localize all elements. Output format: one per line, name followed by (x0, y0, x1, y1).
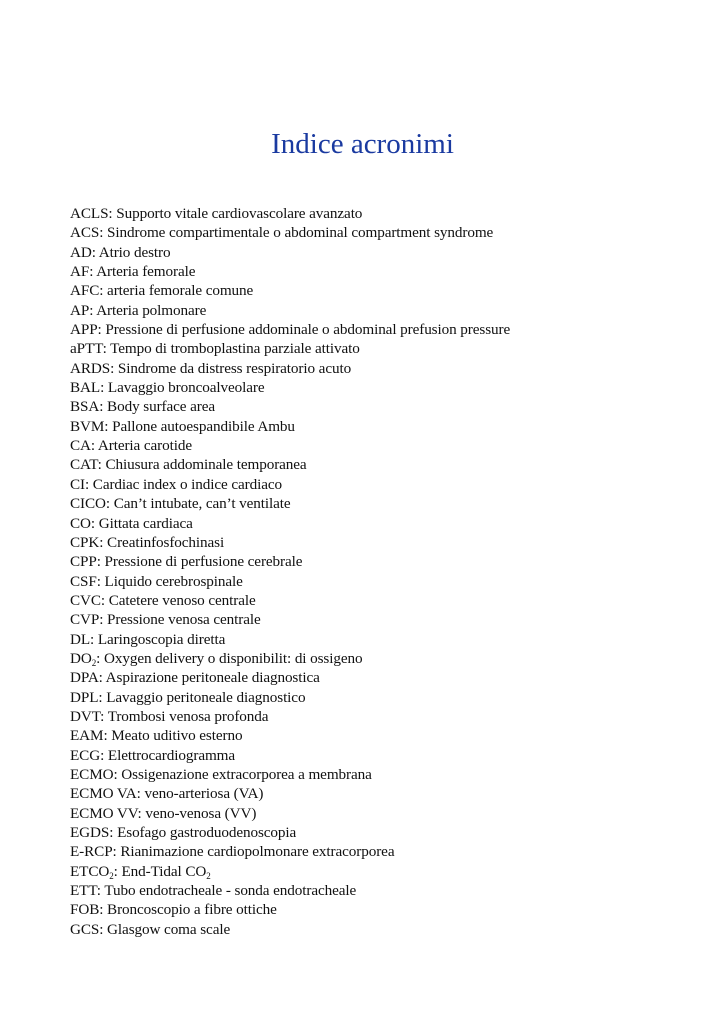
acronym-text: DO (70, 649, 92, 667)
acronym-entry: CSF: Liquido cerebrospinale (70, 572, 243, 590)
acronym-entry: APP: Pressione di perfusione addominale o abdominal prefusion pressure (70, 321, 511, 339)
acronym-entry: DPA: Aspirazione peritoneale diagnostica (70, 669, 320, 687)
acronym-entry: CAT: Chiusura addominale temporanea (70, 456, 307, 474)
acronym-entry: FOB: Broncoscopio a fibre ottiche (70, 901, 277, 919)
acronym-entry: CA: Arteria carotide (70, 437, 192, 455)
acronym-entry: BAL: Lavaggio broncoalveolare (70, 379, 265, 397)
acronym-entry: CO: Gittata cardiaca (70, 514, 193, 532)
acronym-entry: DVT: Trombosi venosa profonda (70, 707, 269, 725)
acronym-entry: BSA: Body surface area (70, 398, 215, 416)
acronym-entry: CPP: Pressione di perfusione cerebrale (70, 553, 303, 571)
acronym-entry: ETT: Tubo endotracheale - sonda endotracheale (70, 882, 357, 900)
acronym-definition: : End-Tidal CO (113, 862, 207, 880)
acronym-entry: AP: Arteria polmonare (70, 301, 207, 319)
acronym-entry: ACS: Sindrome compartimentale o abdominal compartment syndrome (70, 224, 494, 242)
acronym-entry: ARDS: Sindrome da distress respiratorio acuto (70, 359, 352, 377)
subscript: 2 (109, 870, 114, 881)
acronym-entry: ECMO VA: veno-arteriosa (VA) (70, 785, 264, 803)
acronym-entry: CVC: Catetere venoso centrale (70, 591, 256, 609)
acronym-entry: GCS: Glasgow coma scale (70, 920, 231, 938)
acronym-entry: AF: Arteria femorale (70, 263, 196, 281)
acronym-entry: DPL: Lavaggio peritoneale diagnostico (70, 688, 306, 706)
acronym-entry: AD: Atrio destro (70, 243, 171, 261)
acronym-entry (70, 862, 690, 881)
subscript: 2 (206, 870, 211, 881)
acronym-entry (70, 649, 690, 668)
acronym-entry: ACLS: Supporto vitale cardiovascolare avanzato (70, 205, 363, 222)
acronym-entry: BVM: Pallone autoespandibile Ambu (70, 417, 295, 435)
acronym-entry: DL: Laringoscopia diretta (70, 630, 226, 648)
acronym-entry: ECMO: Ossigenazione extracorporea a membrana (70, 765, 372, 783)
acronym-entry: ECG: Elettrocardiogramma (70, 746, 236, 764)
acronym-entry: aPTT: Tempo di tromboplastina parziale attivato (70, 340, 360, 358)
acronym-entry: CI: Cardiac index o indice cardiaco (70, 475, 282, 493)
acronym-text: ETCO (70, 862, 110, 880)
acronym-list (70, 204, 690, 939)
acronym-definition: : Oxygen delivery o disponibilit: di ossigeno (96, 649, 363, 667)
acronym-entry: CPK: Creatinfosfochinasi (70, 533, 225, 551)
page-title: Indice acronimi (271, 128, 454, 160)
acronym-entry: E-RCP: Rianimazione cardiopolmonare extracorporea (70, 843, 395, 861)
subscript: 2 (91, 657, 97, 668)
acronym-entry: ECMO VV: veno-venosa (VV) (70, 804, 257, 822)
acronym-entry: AFC: arteria femorale comune (70, 282, 254, 300)
acronym-entry: EAM: Meato uditivo esterno (70, 727, 243, 745)
acronym-entry: CVP: Pressione venosa centrale (70, 611, 261, 629)
acronym-entry: CICO: Can’t intubate, can’t ventilate (70, 495, 291, 513)
acronym-entry: EGDS: Esofago gastroduodenoscopia (70, 824, 297, 841)
